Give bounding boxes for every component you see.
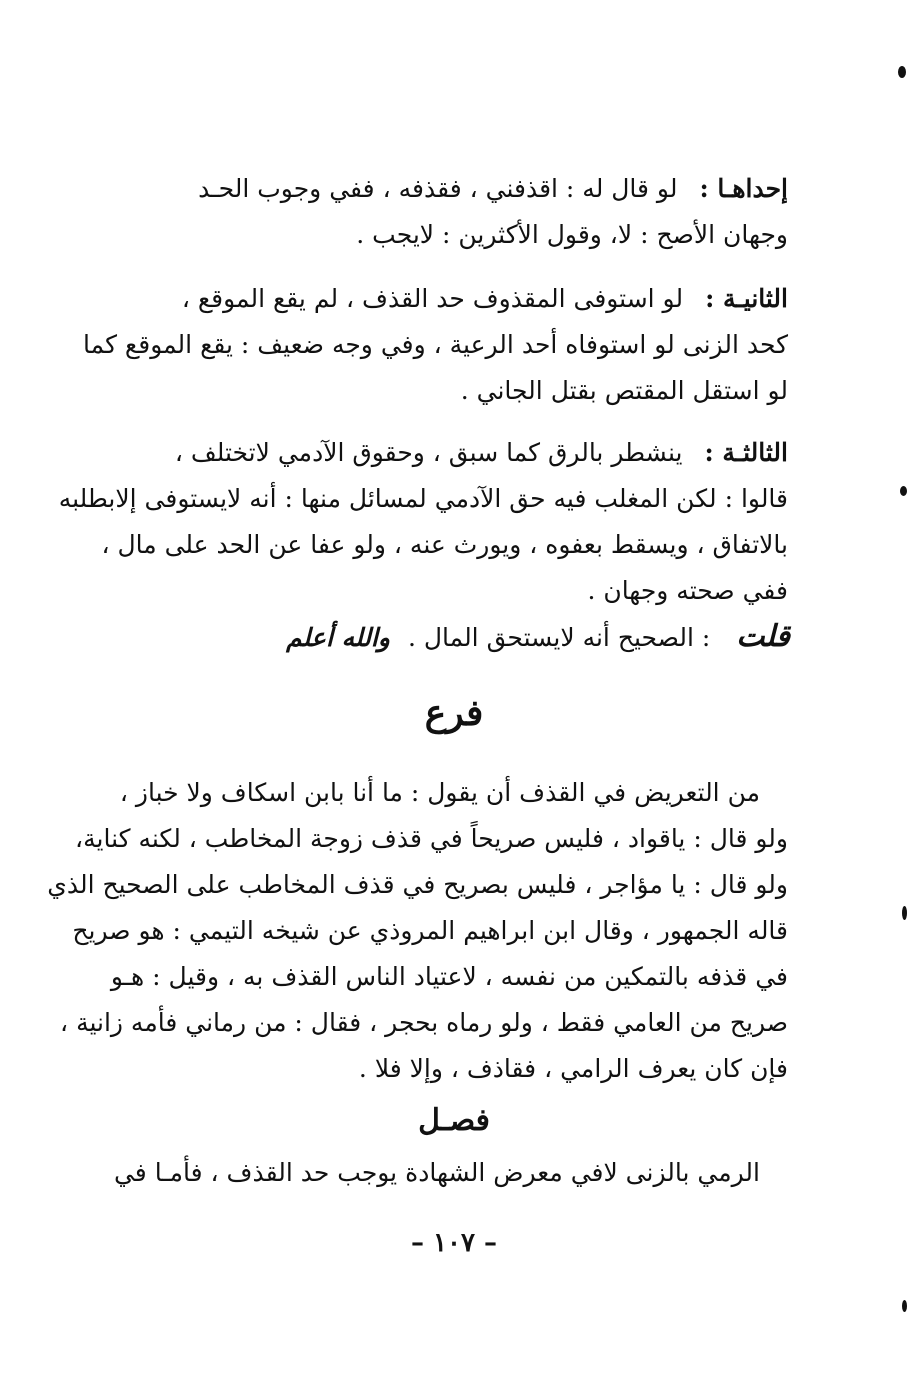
- section-third-line-4: ففي صحته وجهان .: [587, 576, 788, 605]
- far-section: [47, 770, 788, 1092]
- section-second-line-3: لو استقل المقتص بقتل الجاني .: [460, 376, 788, 405]
- fasl-line-1: الرمي بالزنى لافي معرض الشهادة يوجب حد القذف ، فأمـا في: [113, 1158, 760, 1187]
- section-first-label: إحداهـا :: [699, 174, 788, 203]
- far-line-7: فإن كان يعرف الرامي ، فقاذف ، وإلا فلا .: [358, 1054, 788, 1083]
- section-second-label: الثانيـة :: [705, 284, 788, 313]
- fasl-heading: فصـل: [418, 1103, 490, 1138]
- section-third-line-2: قالوا : لكن المغلب فيه حق الآدمي لمسائل منها : أنه لايستوفى إلابطلبه: [58, 484, 788, 513]
- margin-mark-lower-right: [902, 906, 907, 920]
- section-second-line-1: [140, 276, 788, 322]
- qult-label: قلت: [736, 619, 790, 654]
- page-number: – ١٠٧ –: [410, 1228, 498, 1258]
- section-third: [58, 430, 788, 614]
- margin-mark-top-right: [898, 66, 906, 78]
- section-third-label: الثالثـة :: [704, 438, 788, 467]
- far-line-5: في قذفه بالتمكين من نفسه ، لاعتياد الناس القذف به ، وقيل : هـو: [110, 962, 788, 991]
- section-first: [140, 166, 788, 258]
- section-second-text-1: لو استوفى المقذوف حد القذف ، لم يقع الموقع ،: [181, 284, 684, 313]
- section-first-text-1: لو قال له : اقذفني ، فقذفه ، ففي وجوب الحـد: [198, 174, 678, 203]
- section-third-line-3: بالاتفاق ، ويسقط بعفوه ، ويورث عنه ، ولو عفا عن الحد على مال ،: [101, 530, 788, 559]
- far-line-4: قاله الجمهور ، وقال ابن ابراهيم المروذي عن شيخه التيمي : هو صريح: [72, 916, 788, 945]
- margin-mark-bottom-right: [902, 1300, 907, 1312]
- far-heading: فرع: [424, 692, 484, 734]
- section-second: [83, 276, 788, 414]
- section-third-line-1: [140, 430, 788, 476]
- far-line-2: ولو قال : ياقواد ، فليس صريحاً في قذف زوجة المخاطب ، لكنه كناية،: [75, 824, 788, 853]
- qult-text: : الصحيح أنه لايستحق المال .: [407, 623, 711, 652]
- margin-mark-middle-right: [900, 486, 907, 496]
- far-line-6: صريح من العامي فقط ، ولو رماه بحجر ، فقال : من رماني فأمه زانية ،: [60, 1008, 788, 1037]
- qult-closing: والله أعلم: [286, 623, 390, 652]
- far-line-3: ولو قال : يا مؤاجر ، فليس بصريح في قذف المخاطب على الصحيح الذي: [47, 870, 788, 899]
- section-first-line-2: وجهان الأصح : لا، وقول الأكثرين : لايجب .: [356, 220, 788, 249]
- qult-statement: [286, 612, 790, 663]
- section-third-text-1: ينشطر بالرق كما سبق ، وحقوق الآدمي لاتختلف ،: [174, 438, 683, 467]
- fasl-section: [113, 1150, 788, 1196]
- section-second-line-2: كحد الزنى لو استوفاه أحد الرعية ، وفي وجه ضعيف : يقع الموقع كما: [83, 330, 788, 359]
- section-first-line-1: [140, 166, 788, 212]
- far-line-1: من التعريض في القذف أن يقول : ما أنا بابن اسكاف ولا خباز ،: [119, 778, 760, 807]
